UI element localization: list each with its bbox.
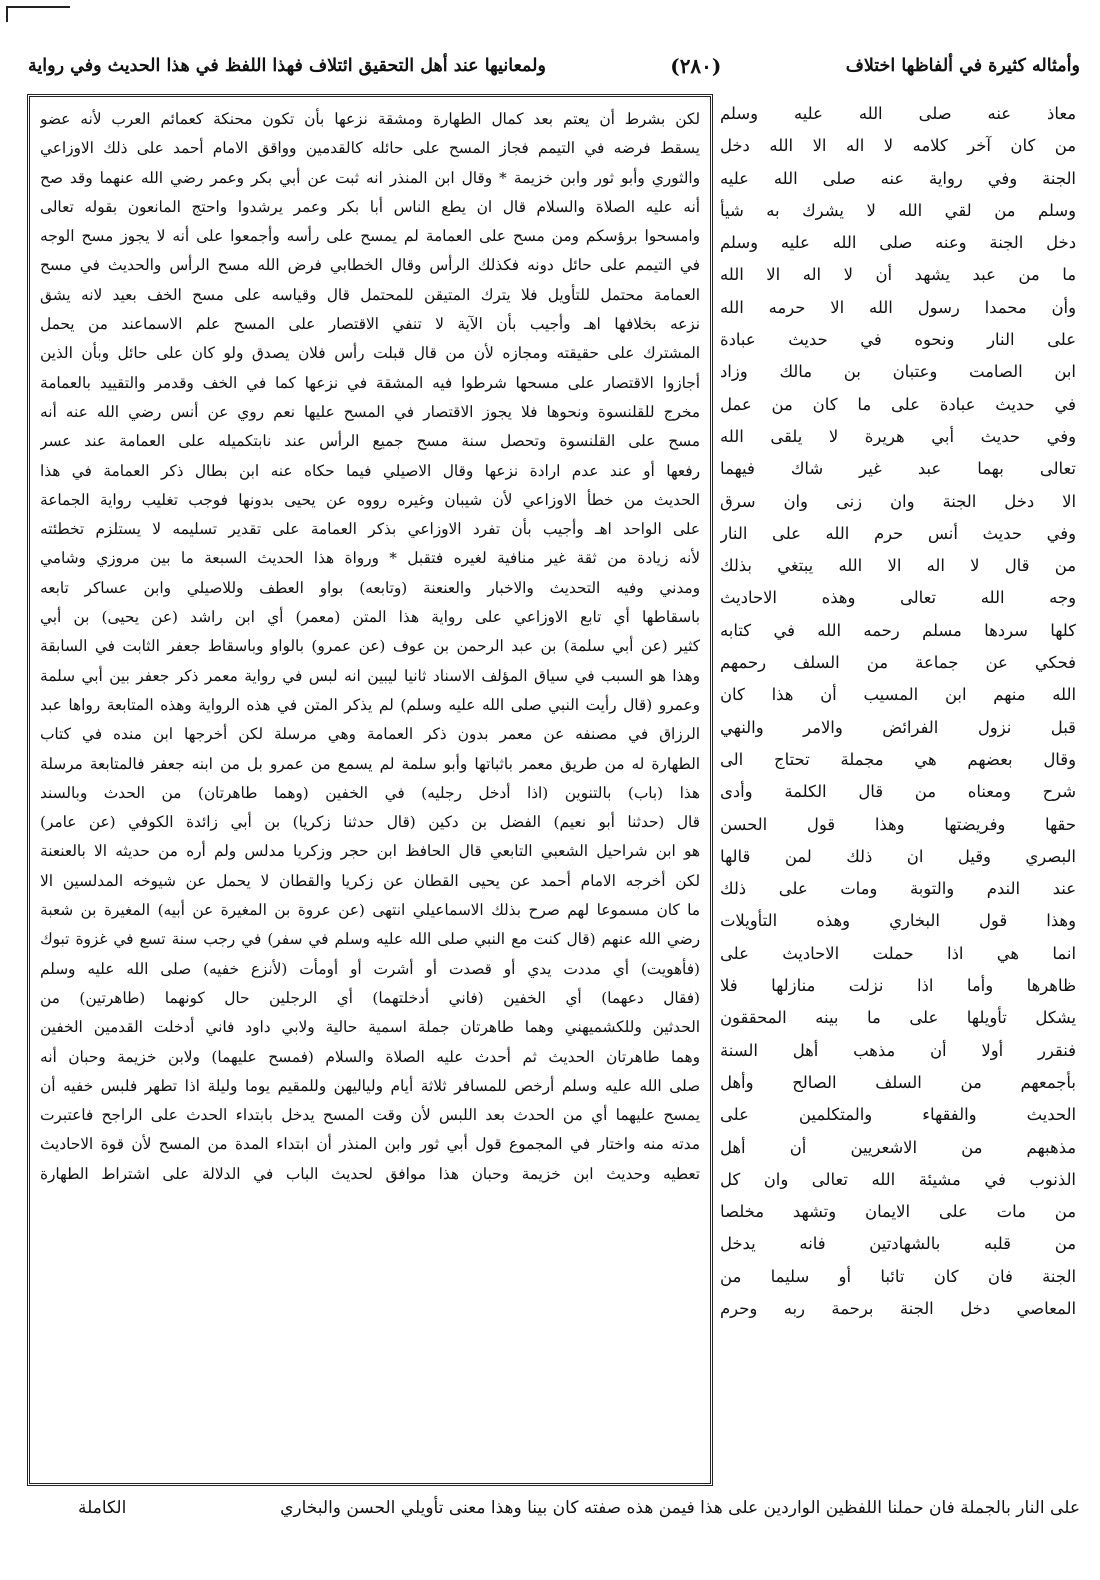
main-text-line: مدته منه واختار في المجموع قول أبي ثور وابن المنذر أن ابتداء المدة من المسح لأن قوة الاحاديث [40, 1135, 700, 1154]
main-text-line: نزعه بخلافها اهـ وأجيب بأن الآية لا تنفي الاقتصار على المسح علم الاسماعند من يحمل [40, 315, 700, 334]
side-text-line: ابن الصامت وعتبان بن مالك وزاد [720, 362, 1076, 382]
main-text-line: مخرج للقلنسوة ونحوها فلا يجوز الاقتصار في المسح عليها نعم روي عن أنس رضي الله عنه أنه [40, 402, 700, 421]
main-text-frame [27, 94, 713, 1486]
side-text-line: يشكل تأويلها على ما بينه المحققون [720, 1008, 1076, 1028]
side-text-line: معاذ عنه صلى الله عليه وسلم [720, 104, 1076, 123]
side-text-line: ما من عبد يشهد أن لا اله الا الله [720, 265, 1076, 285]
main-text-line: هذا (باب) بالتنوين (اذا أدخل رجليه) في الخفين (وهما طاهرتان) من الحدث وبالسند [40, 783, 700, 802]
side-text-line: الجنة وفي رواية عنه صلى الله عليه [720, 168, 1076, 188]
main-text-line: وهما طاهرتان الحديث ثم أحدث عليه الصلاة والسلام (فمسح عليهما) ولابن خزيمة وحبان أنه [40, 1047, 700, 1066]
main-text-line: في التيمم على حائل دونه فكذلك الرأس وقال الخطابي فرض الله مسح الرأس والحديث في مسح [40, 256, 700, 275]
main-text-line: على الواحد اهـ وأجيب بأن تفرد الاوزاعي بذكر العمامة على تقدير تسليمه لا يستلزم تخطئته [40, 520, 700, 539]
main-text-line: صلى الله عليه وسلم أرخص للمسافر ثلاثة أيام ولياليهن وللمقيم يوما وليلة اذا تطهر فلبس خفيه أن [40, 1076, 700, 1095]
side-text-line: فحكي عن جماعة من السلف رحمهم [720, 653, 1076, 673]
side-text-line: عند الندم والتوبة ومات على ذلك [720, 879, 1076, 899]
side-text-line: وفي حديث أبي هريرة لا يلقى الله [720, 426, 1076, 446]
main-text-line: العمامة محتمل للتأويل فلا يترك المتيقن للمحتمل قال وقياسه على مسح الخف بعيد لانه يشق [40, 285, 700, 304]
side-text-line: فنقرر أولا أن مذهب أهل السنة [720, 1040, 1076, 1060]
side-text-line: وفي حديث أنس حرم الله على النار [720, 523, 1076, 543]
main-text-line: الحدثين وللكشميهني وهما طاهرتان جملة اسمية حالية ولابي داود فاني أدخلت القدمين الخفين [40, 1018, 700, 1037]
side-text-line: البصري وقيل ان ذلك لمن قالها [720, 846, 1076, 866]
side-text-line: حقها وفريضتها وهذا قول الحسن [720, 814, 1076, 834]
side-text-line: وأن محمدا رسول الله الا حرمه الله [720, 297, 1076, 317]
main-text-line: رضي الله عنهم (قال كنت مع النبي صلى الله عليه وسلم في سفر) في رجب سنة تسع في غزوة تبوك [40, 930, 700, 949]
side-text-line: المعاصي دخل الجنة برحمة ربه وحرم [720, 1298, 1076, 1318]
running-header [28, 44, 1080, 88]
side-text-line: الذنوب في مشيئة الله تعالى وان كل [720, 1169, 1076, 1189]
page-corner-mark [6, 6, 70, 22]
side-text-line: الحديث والفقهاء والمتكلمين على [720, 1105, 1076, 1125]
side-text-line: على النار ونحوه في حديث عبادة [720, 330, 1076, 350]
main-text-line: وامسحوا برؤسكم ومن مسح على العمامة لم يمسح على رأسه وأجمعوا على أنه لا يجوز مسح الوجه [40, 227, 700, 246]
main-text-line: الطهارة له من طريق معمر باثباتها وأبو سلمة لم يسمع من عمرو بل من ابنه جعفر فالمتابعة مرسلة [40, 754, 700, 773]
main-text-line: كثير (عن أبي سلمة) بن عبد الرحمن بن عوف (عن عمرو) بالواو وباسقاط جعفر الثابت في السابقة [40, 637, 700, 656]
main-text-line: الرزاق في مصنفه عن معمر بدون ذكر العمامة وهي مرسلة لكن أخرجها ابن منده في كتاب [40, 725, 700, 744]
main-text-line: ما كان مسموعا لهم صرح بذلك الاسماعيلي انتهى (عن عروة بن المغيرة عن أبيه) المغيرة بن شعبة [40, 901, 700, 920]
header-side-text: وأمثاله كثيرة في ألفاظها اختلاف [845, 56, 1080, 76]
side-text-line: قبل نزول الفرائض والامر والنهي [720, 717, 1076, 737]
main-text-line: والثوري وأبو ثور وابن خزيمة * وقال ابن المنذر انه ثبت عن أبي بكر وعمر رضي الله عنهما وقد صح [40, 168, 700, 187]
header-main-text: ولمعانيها عند أهل التحقيق ائتلاف فهذا اللفظ في هذا الحديث وفي رواية [28, 56, 546, 76]
side-text-line: بأجمعهم من السلف الصالح وأهل [720, 1072, 1076, 1092]
side-text-line: في حديث عبادة على ما كان من عمل [720, 394, 1076, 414]
main-text-line: لكن بشرط أن يعتم بعد كمال الطهارة ومشقة نزعها بأن تكون محنكة كعمائم العرب لأنه عضو [40, 110, 700, 128]
main-text-line: مسح على القلنسوة وتحصل سنة مسح جميع الرأس عند نابتكميله على العمامة عند عسر [40, 432, 700, 451]
side-text-line: من قلبه بالشهادتين فانه يدخل [720, 1234, 1076, 1254]
page-number: (٢٨٠) [670, 54, 722, 78]
side-text-line: شرح ومعناه من قال الكلمة وأدى [720, 782, 1076, 802]
footer-continuation-text: على النار بالجملة فان حملنا اللفظين الواردين على هذا فيمن هذه صفته كان بينا وهذا معنى تأويلي الحسن والبخاري [280, 1498, 1080, 1518]
main-text-line: (فأهويت) أي مددت يدي أو قصدت أو أشرت أو أومأت (لأنزع خفيه) صلى الله عليه وسلم [40, 959, 700, 978]
catchword: الكاملة [78, 1498, 127, 1518]
main-text-line: المشترك على حقيقته ومجازه لأن من قال قبلت رأس فلان يصدق ولو كان على حائل وبأن الذين [40, 344, 700, 363]
side-text-line: من مات على الايمان وتشهد مخلصا [720, 1202, 1076, 1222]
side-text-line: تعالى بهما عبد غير شاك فيهما [720, 459, 1076, 479]
main-text-line: أجازوا الاقتصار على مسحها شرطوا فيه المشقة في نزعها كما في الخف وقدمر والتقييد بالعمامة [40, 373, 700, 392]
side-text-line: الا دخل الجنة وان زنى وان سرق [720, 491, 1076, 511]
main-text-line: هو ابن شراحيل الشعبي التابعي قال الحافظ ابن حجر وزكريا مدلس ولم أره من حديثه الا بالعنعنة [40, 842, 700, 861]
main-text-line: الحديث من خطأ الاوزاعي لأن شيبان وغيره رووه عن يحيى بدونها فوجب تغليب رواية الجماعة [40, 490, 700, 509]
main-text-line: وعمرو (قال رأيت النبي صلى الله عليه وسلم) لم يذكر المتن في هذه الرواية وهذه المتابعة رواها عبد [40, 695, 700, 714]
side-text-column [720, 98, 1080, 1488]
side-text-line: الجنة فان كان تائبا أو سليما من [720, 1266, 1076, 1286]
main-text-line: تعطيه وحديث ابن خزيمة وحبان هذا موافق لحديث الباب في الدلالة على اشتراط الطهارة [40, 1164, 700, 1183]
side-text-line: كلها سردها مسلم رحمه الله في كتابه [720, 620, 1076, 640]
side-text-line: ظاهرها وأما اذا نزلت منازلها فلا [720, 976, 1076, 996]
main-text-line: لكن أخرجه الامام أحمد عن يحيى القطان عن زكريا والقطان لا يحمل عن شيوخه المدلسين الا [40, 871, 700, 890]
side-text-line: وسلم من لقي الله لا يشرك به شيأ [720, 200, 1076, 220]
main-text-line: يسقط فرضه في التيمم فجاز المسح على حائله كالقدمين وواقق الامام أحمد على ذلك الاوزاعي [40, 139, 700, 158]
main-text-line: قال (حدثنا أبو نعيم) الفضل بن دكين (قال حدثنا زكريا) بن أبي زائدة الكوفي (عن عامر) [40, 813, 700, 832]
side-text-line: دخل الجنة وعنه صلى الله عليه وسلم [720, 233, 1076, 253]
side-text-line: من كان آخر كلامه لا اله الا الله دخل [720, 136, 1076, 156]
side-text-line: مذهبهم من الاشعريين أن أهل [720, 1137, 1076, 1157]
side-text-line: وقال بعضهم هي مجملة تحتاج الى [720, 749, 1076, 769]
side-text-line: الله منهم ابن المسيب أن هذا كان [720, 685, 1076, 705]
side-text-line: وجه الله تعالى وهذه الاحاديث [720, 588, 1076, 608]
main-text-line: باسقاطها أي تابع الاوزاعي على رواية هذا المتن (معمر) أي ابن راشد (عن يحيى) بن أبي [40, 608, 700, 627]
main-text-line: لأنه زيادة من ثقة غير منافية لغيره فتقبل * ورواة هذا الحديث السبعة ما بين مروزي وشامي [40, 549, 700, 568]
main-text-line: رفعها أو عند عدم ارادة نزعها وقال الاصيلي فيما حكاه عنه ابن بطال ذكر العمامة في هذا [40, 461, 700, 480]
main-text-line: ومدني وفيه التحديث والاخبار والعنعنة (وتابعه) بواو العطف وللاصيلي وابن عساكر تابعه [40, 578, 700, 597]
main-text-line: (فقال دعهما) أي الخفين (فاني أدخلتهما) أي الرجلين حال كونهما (طاهرتين) من [40, 988, 700, 1007]
bottom-continuation-line [28, 1490, 1080, 1526]
main-text-line: يمسح عليهما أي من الحدث بعد اللبس لأن وقت المسح يدخل بابتداء الحدث على الراجح فاعتبرت [40, 1106, 700, 1125]
side-text-line: من قال لا اله الا الله يبتغي بذلك [720, 556, 1076, 576]
main-text-line: وهذا هو السبب في سياق المؤلف الاسناد ثانيا ليبين انه لبس في رواية معمر ذكر جعفر بين أبي سلمة [40, 666, 700, 685]
side-text-line: وهذا قول البخاري وهذه التأويلات [720, 911, 1076, 931]
side-text-line: انما هي اذا حملت الاحاديث على [720, 943, 1076, 963]
main-text-line: أنه عليه الصلاة والسلام قال ان يطع الناس أبا بكر وعمر يرشدوا واحتج المانعون بقوله تعالى [40, 197, 700, 216]
